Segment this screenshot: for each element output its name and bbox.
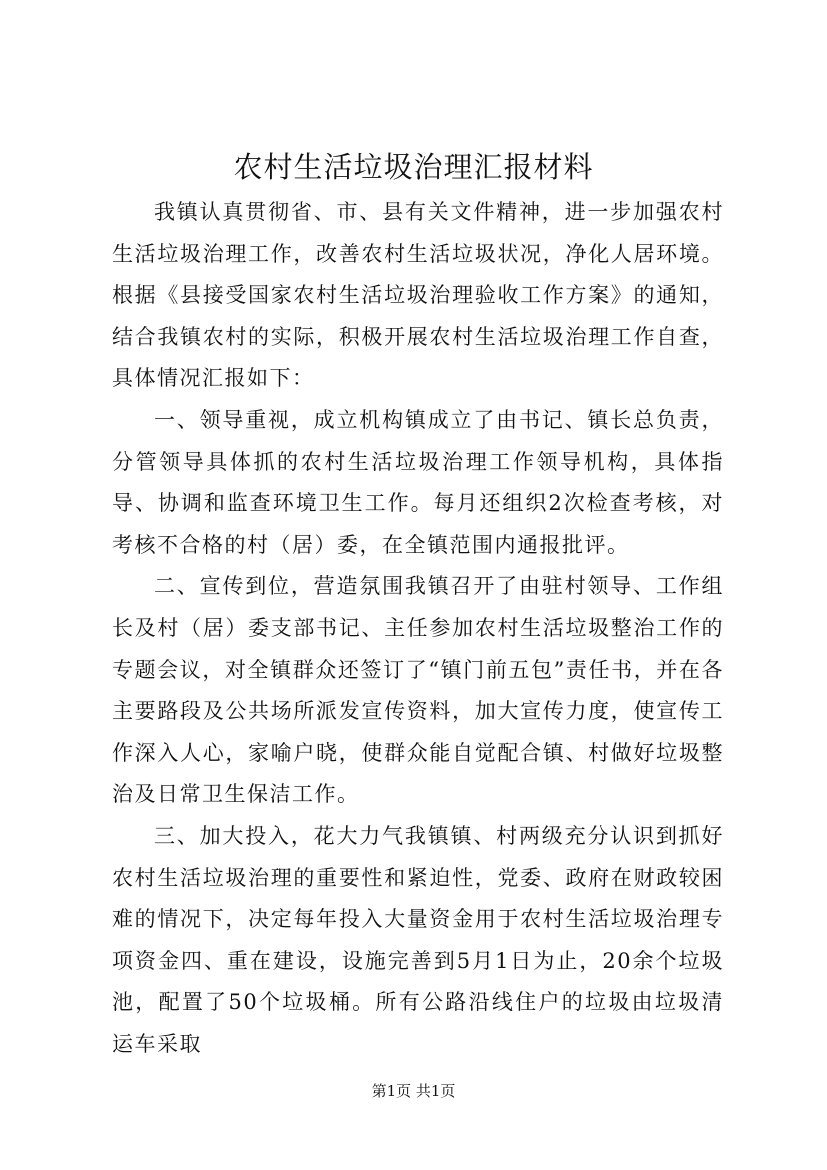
paragraph-intro: 我镇认真贯彻省、市、县有关文件精神，进一步加强农村生活垃圾治理工作，改善农村生活垃圾状况，净化人居环境。根据《县接受国家农村生活垃圾治理验收工作方案》的通知，结合我镇农村的实际，积极开展农村生活垃圾治理工作自查，具体情况汇报如下： [112,200,724,391]
paragraph-publicity: 二、宣传到位，营造氛围我镇召开了由驻村领导、工作组长及村（居）委支部书记、主任参加农村生活垃圾整治工作的专题会议，对全镇群众还签订了“镇门前五包”责任书，并在各主要路段及公共场所派发宣传资料，加大宣传力度，使宣传工作深入人心，家喻户晓，使群众能自觉配合镇、村做好垃圾整治及日常卫生保洁工作。 [112,574,724,807]
document-body [112,192,724,1065]
paragraph-leadership: 一、领导重视，成立机构镇成立了由书记、镇长总负责，分管领导具体抓的农村生活垃圾治理工作领导机构，具体指导、协调和监查环境卫生工作。每月还组织2次检查考核，对考核不合格的村（居）委，在全镇范围内通报批评。 [112,407,724,557]
paragraph-investment: 三、加大投入，花大力气我镇镇、村两级充分认识到抓好农村生活垃圾治理的重要性和紧迫性，党委、政府在财政较困难的情况下，决定每年投入大量资金用于农村生活垃圾治理专项资金四、重在建设，设施完善到5月1日为止，20余个垃圾池，配置了50个垃圾桶。所有公路沿线住户的垃圾由垃圾清运车采取 [112,823,724,1056]
document-title: 农村生活垃圾治理汇报材料 [233,150,594,184]
page-footer: 第1页 共1页 [371,1082,456,1100]
